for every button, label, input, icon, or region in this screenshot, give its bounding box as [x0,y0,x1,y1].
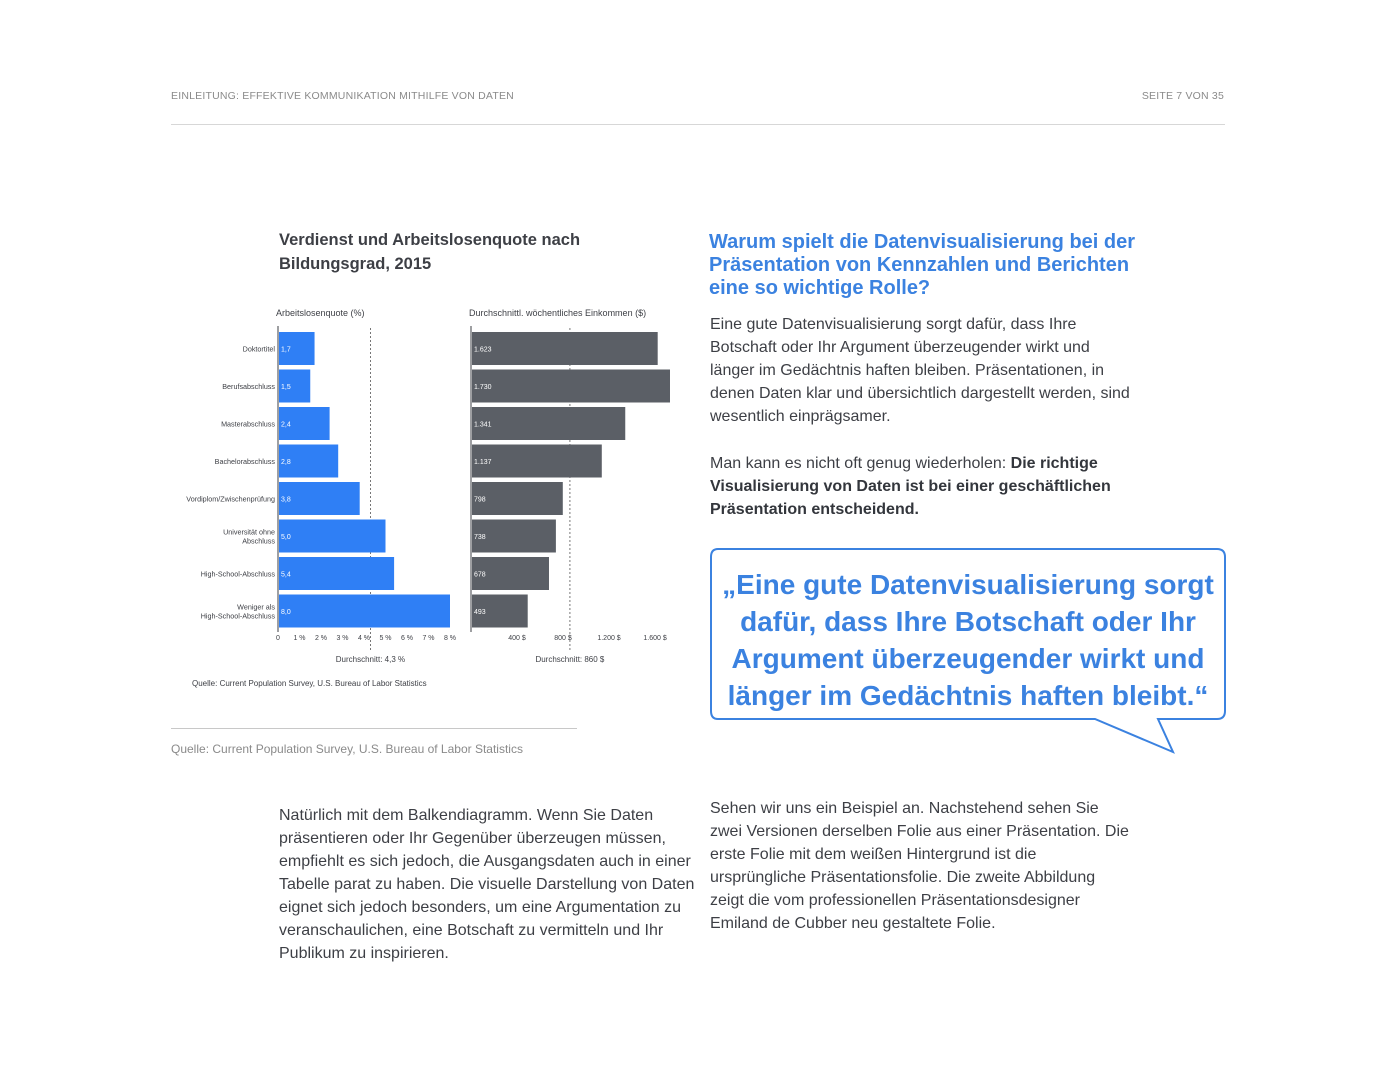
bar-value-unemployment: 8,0 [281,609,291,616]
bar-value-income: 738 [474,534,486,541]
category-label: Universität ohne [223,527,275,537]
pull-quote: „Eine gute Datenvisualisierung sorgt dafür, dass Ihre Botschaft oder Ihr Argument überzeugender wirkt und länger im Gedächtnis haften bleibt.“ [722,569,1214,711]
emphasis-paragraph [710,452,1130,521]
bar-value-unemployment: 2,8 [281,459,291,466]
category-label: Abschluss [242,536,275,546]
bar-value-unemployment: 5,0 [281,534,291,541]
category-label: Doktortitel [242,344,275,354]
header-divider [171,124,1225,125]
figure-caption: Quelle: Current Population Survey, U.S. Bureau of Labor Statistics [171,742,523,756]
bar-value-unemployment: 1,7 [281,346,291,354]
x-tick-label-unemployment: 3 % [336,635,349,642]
bar-unemployment [279,520,386,553]
x-tick-label-unemployment: 7 % [422,635,435,642]
bar-value-income: 1.341 [474,421,492,429]
x-tick-label-unemployment: 0 [276,635,280,642]
x-tick-label-unemployment: 6 % [400,635,414,642]
x-tick-label-unemployment: 5 % [379,635,392,642]
caption-divider [171,728,577,729]
category-label: Weniger als [237,602,275,612]
x-tick-label-income: 1.600 $ [643,635,667,642]
emphasis-lead: Man kann es nicht oft genug wiederholen: [710,455,1011,472]
panel-title-unemployment: Arbeitslosenquote (%) [276,308,365,318]
x-tick-label-unemployment: 4 % [357,635,371,642]
bar-value-income: 798 [474,496,486,504]
bar-unemployment [279,482,360,515]
bar-value-income: 1.623 [474,346,492,354]
category-label: Masterabschluss [221,419,275,429]
chart-source-note: Quelle: Current Population Survey, U.S. Bureau of Labor Statistics [192,679,427,688]
bar-value-unemployment: 5,4 [281,571,291,579]
bar-value-unemployment: 3,8 [281,496,291,504]
x-tick-label-unemployment: 2 % [314,635,328,642]
running-header-title: EINLEITUNG: EFFEKTIVE KOMMUNIKATION MITHILFE VON DATEN [171,90,514,102]
bar-value-income: 678 [474,571,486,579]
section-heading: Warum spielt die Datenvisualisierung bei der Präsentation von Kennzahlen und Berichten eine so wichtige Rolle? [709,231,1136,299]
figure-title: Verdienst und Arbeitslosenquote nach Bildungsgrad, 2015 [279,231,581,273]
category-label: High-School-Abschluss [200,611,275,621]
bar-value-income: 1.137 [474,459,492,466]
bar-unemployment [279,595,450,628]
average-label-income: Durchschnitt: 860 $ [535,655,605,664]
bar-value-income: 493 [474,609,486,616]
panel-title-income: Durchschnittl. wöchentliches Einkommen ($) [469,308,647,318]
emphasis-bold: Die richtige Visualisierung von Daten ist bei einer geschäftlichen Präsentation entscheidend. [710,455,1111,518]
page-number: SEITE 7 VON 35 [1141,90,1224,102]
body-paragraph-right: Sehen wir uns ein Beispiel an. Nachstehend sehen Sie zwei Versionen derselben Folie aus einer Präsentation. Die erste Folie mit dem weißen Hintergrund ist die ursprüngliche Präsentationsfolie. Die zweite Abbildung zeigt die vom professionellen Präsentationsdesigner Emiland de Cubber neu gestaltete Folie. [710,800,1129,932]
bar-value-income: 1.730 [474,384,492,391]
bar-value-unemployment: 2,4 [281,421,291,429]
bar-unemployment [279,557,394,590]
bar-value-unemployment: 1,5 [281,384,291,391]
category-label: Vordiplom/Zwischenprüfung [186,494,275,504]
x-tick-label-unemployment: 1 % [293,635,306,642]
bar-income [472,370,670,403]
category-label: Bachelorabschluss [214,457,275,466]
bar-income [472,332,658,365]
x-tick-label-unemployment: 8 % [443,635,457,642]
category-label: High-School-Abschluss [200,569,275,579]
body-paragraph-left: Natürlich mit dem Balkendiagramm. Wenn Sie Daten präsentieren oder Ihr Gegenüber überzeugen müssen, empfiehlt es sich jedoch, die Ausgangsdaten auch in einer Tabelle parat zu haben. Die visuelle Darstellung von Daten eignet sich jedoch besonders, um eine Argumentation zu veranschaulichen, eine Botschaft zu vermitteln und Ihr Publikum zu inspirieren. [279,807,695,962]
intro-paragraph: Eine gute Datenvisualisierung sorgt dafür, dass Ihre Botschaft oder Ihr Argument überzeugender wirkt und länger im Gedächtnis haften bleiben. Präsentationen, in denen Daten klar und übersichtlich dargestellt werden, sind wesentlich einprägsamer. [710,316,1130,425]
bar-chart-figure [160,300,700,700]
bar-income [472,407,625,440]
average-label-unemployment: Durchschnitt: 4,3 % [335,655,406,664]
x-tick-label-income: 400 $ [508,635,526,642]
category-label: Berufsabschluss [222,382,275,391]
x-tick-label-income: 800 $ [554,635,572,642]
x-tick-label-income: 1.200 $ [597,635,621,642]
